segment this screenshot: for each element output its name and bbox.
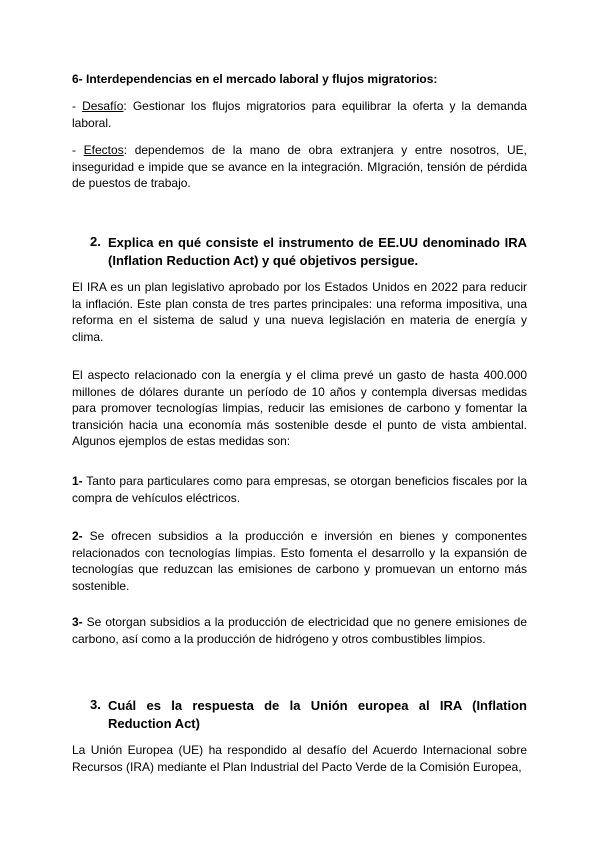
efectos-prefix: - — [72, 143, 84, 157]
q2-item-3-text: Se otorgan subsidios a la producción de electricidad que no genere emisiones de carbono, así como a la producción de hidrógeno y otros combustibles limpios. — [72, 615, 527, 646]
section-6-heading: 6- Interdependencias en el mercado laboral y flujos migratorios: — [72, 72, 438, 86]
desafio-label: Desafío — [82, 99, 124, 113]
q2-item-2-text: Se ofrecen subsidios a la producción e inversión en bienes y componentes relacionados con tecnologías limpias. Esto fomenta el desarrollo y la expansión de tecnologías que reduzcan las emisiones de carbono y promuevan un entorno más sostenible. — [72, 529, 527, 593]
q2-item-1-text: Tanto para particulares como para empresas, se otorgan beneficios fiscales por la compra de vehículos eléctricos. — [72, 474, 527, 505]
desafio-text: : Gestionar los flujos migratorios para equilibrar la oferta y la demanda laboral. — [72, 99, 527, 130]
question-3-title: Cuál es la respuesta de la Unión europea al IRA (Inflation Reduction Act) — [108, 698, 527, 731]
q2-paragraph-1: El IRA es un plan legislativo aprobado por los Estados Unidos en 2022 para reducir la inflación. Este plan consta de tres partes principales: una reforma impositiva, una reforma en el sistema de salud y una nueva legislación en materia de energía y clima. — [72, 280, 527, 344]
q2-item-2-number: 2- — [72, 529, 83, 543]
q2-item-1 — [72, 473, 527, 506]
desafio-paragraph — [72, 98, 527, 131]
q2-item-1-number: 1- — [72, 474, 83, 488]
efectos-paragraph — [72, 142, 527, 192]
q3-paragraph-1: La Unión Europea (UE) ha respondido al desafío del Acuerdo Internacional sobre Recursos (IRA) mediante el Plan Industrial del Pacto Verde de la Comisión Europea, — [72, 743, 527, 774]
question-3-number: 3. — [90, 697, 101, 712]
desafio-prefix: - — [72, 99, 83, 113]
efectos-label: Efectos — [83, 143, 124, 157]
efectos-text: : dependemos de la mano de obra extranjera y entre nosotros, UE, inseguridad e impide que se avance en la integración. MIgración, tensión de pérdida de puestos de trabajo. — [72, 143, 527, 190]
q2-item-3-number: 3- — [72, 615, 83, 629]
question-2-title: Explica en qué consiste el instrumento de EE.UU denominado IRA (Inflation Reduction Act) y qué objetivos persigue. — [108, 235, 527, 268]
q2-item-3 — [72, 614, 527, 647]
q2-item-2 — [72, 528, 527, 594]
q2-paragraph-2: El aspecto relacionado con la energía y el clima prevé un gasto de hasta 400.000 millones de dólares durante un período de 10 años y contempla diversas medidas para promover tecnologías limpias, reducir las emisiones de carbono y fomentar la transición hacia una economía más sostenible desde el punto de vista ambiental. Algunos ejemplos de estas medidas son: — [72, 368, 527, 448]
question-2-number: 2. — [90, 234, 101, 249]
